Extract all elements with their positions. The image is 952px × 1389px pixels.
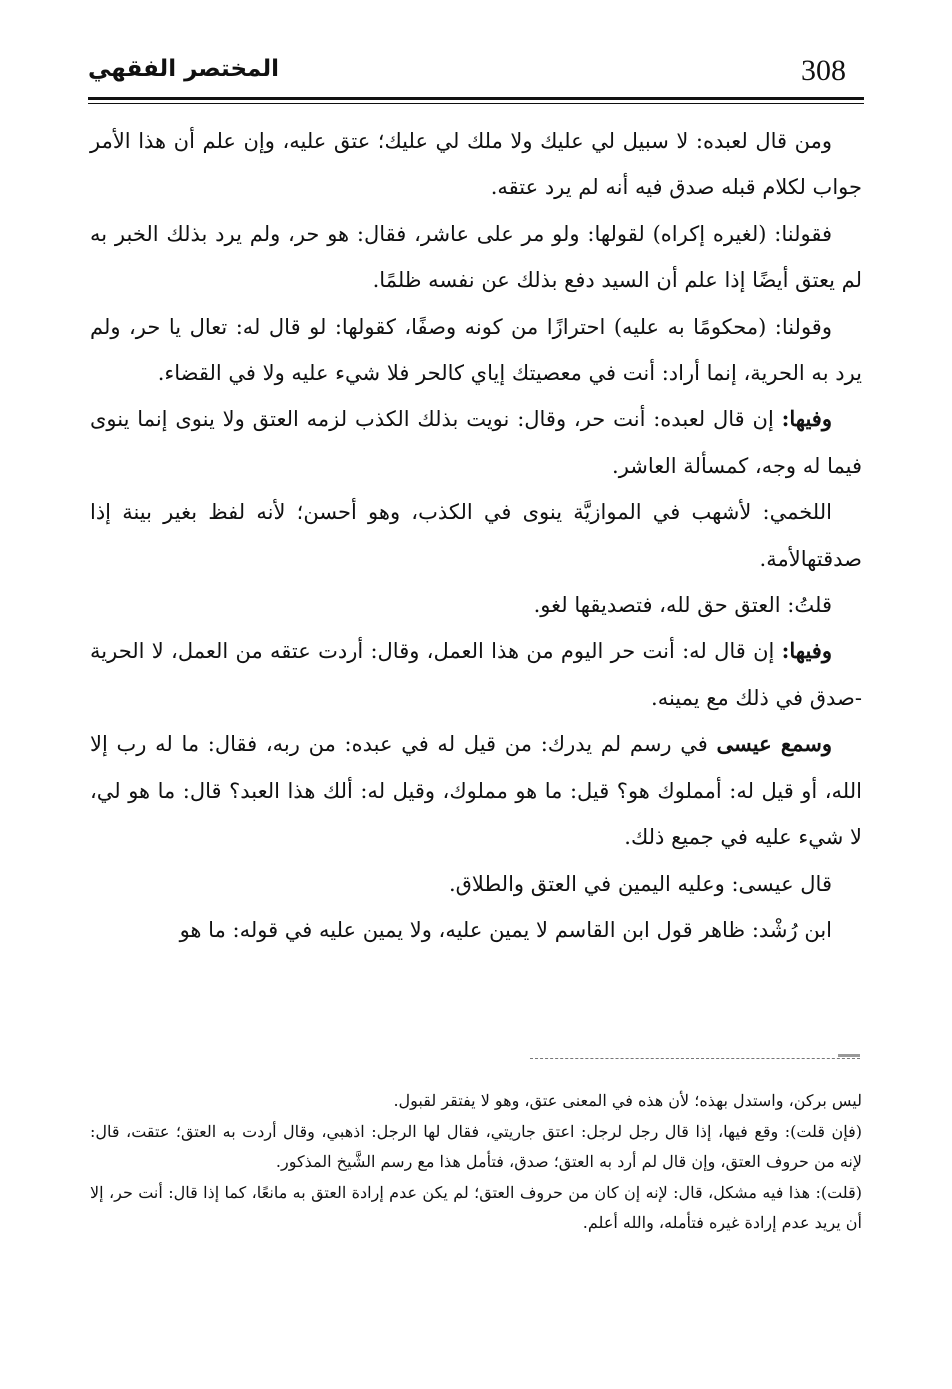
paragraph: ومن قال لعبده: لا سبيل لي عليك ولا ملك لي عليك؛ عتق عليه، وإن علم أن هذا الأمر جواب لكلام قبله صدق فيه أنه لم يرد عتقه. [90,129,862,200]
main-text [90,118,862,953]
paragraph-lead: وفيها: [781,406,832,432]
footnote: ليس بركن، واستدل بهذه؛ لأن هذه في المعنى عتق، وهو لا يفتقر لقبول. [393,1091,862,1110]
footnote-separator [530,1058,860,1059]
footnote: (فإن قلت): وقع فيها، إذا قال رجل لرجل: اعتق جاريتي، فقال لها الرجل: اذهبي، وقال أردت به العتق؛ عتقت، قال: لإنه من حروف العتق، وإن قال لم أرد به العتق؛ صدق، فتأمل هذا مع رسم الشَّيخ المذكور. [90,1121,862,1171]
paragraph [90,396,862,489]
page-number: 308 [801,54,846,87]
footnote-separator-mark [838,1054,860,1057]
paragraph: وقولنا: (محكومًا به عليه) احترازًا من كونه وصفًا، كقولها: لو قال له: تعال يا حر، ولم يرد به الحرية، إنما أراد: أنت في معصيتك إياي كالحر فلا شيء عليه ولا في القضاء. [90,314,862,386]
footnotes [90,1086,862,1239]
paragraph [90,628,862,721]
paragraph-text: إن قال له: أنت حر اليوم من هذا العمل، وقال: أردت عتقه من العمل، لا الحرية -صدق في ذلك مع يمينه. [90,639,862,710]
paragraph: فقولنا: (لغيره إكراه) لقولها: ولو مر على عاشر، فقال: هو حر، ولم يرد بذلك الخبر به لم يعتق أيضًا إذا علم أن السيد دفع بذلك عن نفسه ظلمًا. [90,221,862,293]
paragraph: قلتُ: العتق حق لله، فتصديقها لغو. [533,593,832,618]
paragraph: ابن رُشْد: ظاهر قول ابن القاسم لا يمين عليه، ولا يمين عليه في قوله: ما هو [179,917,832,942]
paragraph: قال عيسى: وعليه اليمين في العتق والطلاق. [448,871,832,896]
book-title: المختصر الفقهي [88,56,279,82]
paragraph: اللخمي: لأشهب في الموازيَّة ينوى في الكذب، وهو أحسن؛ لأنه لفظ بغير بينة إذا صدقتهالأمة. [90,500,862,571]
paragraph [90,721,862,860]
header-rule-thin [88,103,864,104]
paragraph-lead: وفيها: [781,638,832,664]
header-rule-thick [88,97,864,100]
paragraph-text: في رسم لم يدرك: من قيل له في عبده: من ربه، فقال: ما له رب إلا الله، أو قيل له: أمملوك هو؟ قيل: ما هو مملوك، وقيل له: ألك هذا العبد؟ قال: ما هو لي، لا شيء عليه في جميع ذلك. [90,732,862,850]
footnote: (قلت): هذا فيه مشكل، قال: لإنه إن كان من حروف العتق؛ لم يكن عدم إرادة العتق به مانعًا، كما إذا قال: أنت حر، إلا أن يريد عدم إرادة غيره فتأمله، والله أعلم. [90,1182,862,1232]
paragraph-text: إن قال لعبده: أنت حر، وقال: نويت بذلك الكذب لزمه العتق ولا ينوى إنما ينوى فيما له وجه، كمسألة العاشر. [90,407,862,478]
page-header [88,52,864,96]
paragraph-lead: وسمع عيسى [716,731,832,757]
